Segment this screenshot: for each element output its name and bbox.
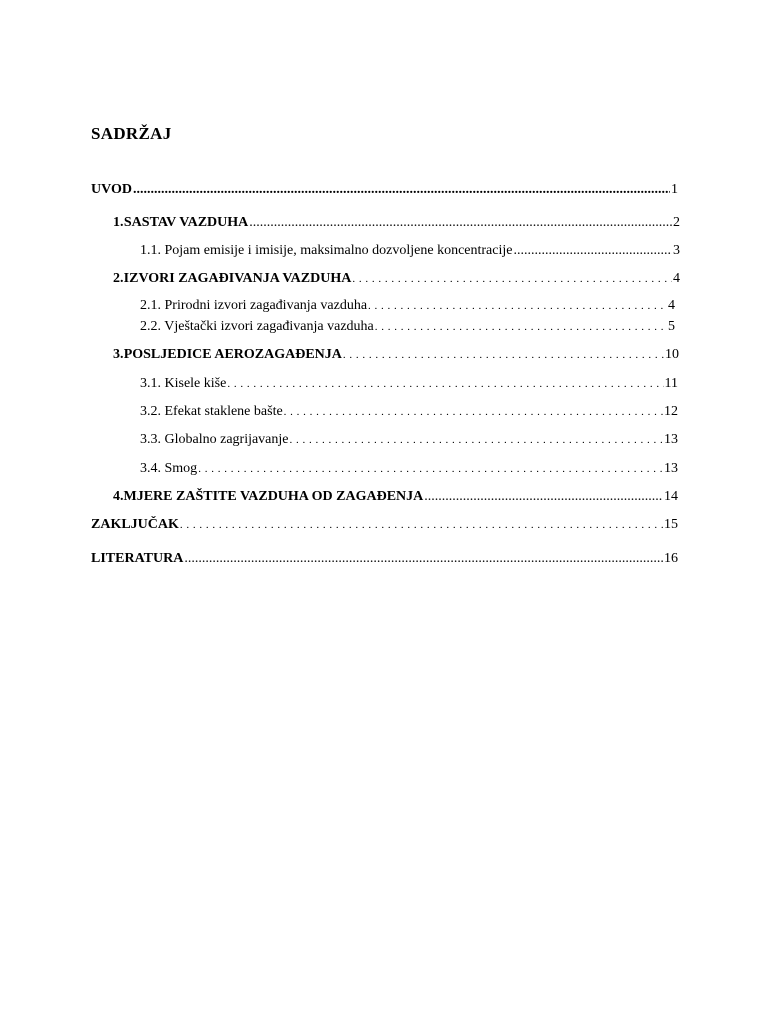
toc-entry-number: 2. bbox=[113, 271, 124, 286]
toc-entry-label: IZVORI ZAGAĐIVANJA VAZDUHA bbox=[123, 271, 352, 286]
toc-page-number: 5 bbox=[668, 319, 675, 334]
toc-entry-label: MJERE ZAŠTITE VAZDUHA OD ZAGAĐENJA bbox=[123, 489, 424, 504]
toc-entry-label: 3.2. Efekat staklene bašte bbox=[140, 404, 283, 419]
toc-entry-posljedice-aerozagadjenja[interactable] bbox=[113, 346, 679, 364]
toc-entry-pojam-emisije[interactable] bbox=[140, 242, 680, 260]
toc-entry-sastav-vazduha[interactable] bbox=[113, 214, 680, 232]
toc-leader-dots bbox=[180, 516, 663, 534]
toc-page-number: 13 bbox=[664, 432, 678, 447]
toc-entry-number: 1. bbox=[113, 215, 124, 230]
toc-page-number: 15 bbox=[664, 517, 678, 532]
toc-entry-efekat-staklene-baste[interactable] bbox=[140, 403, 678, 421]
toc-entry-literatura[interactable] bbox=[91, 550, 678, 568]
toc-page-number: 1 bbox=[671, 182, 678, 197]
toc-page-number: 10 bbox=[665, 347, 679, 362]
toc-entry-label: 3.1. Kisele kiše bbox=[140, 376, 227, 391]
toc-page-number: 4 bbox=[668, 298, 675, 313]
toc-entry-vjestacki-izvori[interactable] bbox=[140, 318, 675, 336]
toc-entry-number: 3. bbox=[113, 347, 124, 362]
toc-leader-dots bbox=[227, 375, 663, 393]
toc-page-number: 14 bbox=[664, 489, 678, 504]
toc-page-number: 4 bbox=[673, 271, 680, 286]
toc-entry-prirodni-izvori[interactable] bbox=[140, 297, 675, 315]
toc-leader-dots bbox=[424, 488, 663, 506]
toc-page-number: 16 bbox=[664, 551, 678, 566]
toc-entry-kisele-kise[interactable] bbox=[140, 375, 678, 393]
toc-page-number: 12 bbox=[664, 404, 678, 419]
toc-entry-globalno-zagrijavanje[interactable] bbox=[140, 431, 678, 449]
toc-page-number: 13 bbox=[664, 461, 678, 476]
toc-leader-dots bbox=[184, 550, 663, 568]
toc-leader-dots bbox=[368, 297, 667, 315]
toc-leader-dots bbox=[352, 270, 672, 288]
toc-entry-smog[interactable] bbox=[140, 460, 678, 478]
toc-entry-label: UVOD bbox=[91, 182, 132, 197]
toc-entry-number: 4. bbox=[113, 489, 124, 504]
toc-leader-dots bbox=[343, 346, 664, 364]
toc-entry-zakljucak[interactable] bbox=[91, 516, 678, 534]
toc-page-number: 2 bbox=[673, 215, 680, 230]
toc-leader-dots bbox=[249, 214, 672, 232]
toc-entry-izvori-zagadjivanja[interactable] bbox=[113, 270, 680, 288]
toc-entry-label: 2.2. Vještački izvori zagađivanja vazduha bbox=[140, 319, 374, 334]
toc-entry-label: 3.3. Globalno zagrijavanje bbox=[140, 432, 289, 447]
toc-page-number: 11 bbox=[664, 376, 678, 391]
toc-entry-label: POSLJEDICE AEROZAGAĐENJA bbox=[123, 347, 342, 362]
toc-entry-label: LITERATURA bbox=[91, 551, 184, 566]
toc-page-number: 3 bbox=[673, 243, 680, 258]
toc-entry-uvod[interactable] bbox=[91, 181, 678, 199]
toc-leader-dots bbox=[375, 318, 667, 336]
toc-entry-label: 1.1. Pojam emisije i imisije, maksimalno dozvoljene koncentracije bbox=[140, 243, 513, 258]
toc-entry-label: 2.1. Prirodni izvori zagađivanja vazduha bbox=[140, 298, 368, 313]
toc-leader-dots bbox=[513, 242, 672, 260]
toc-leader-dots bbox=[284, 403, 663, 421]
toc-entry-label: SASTAV VAZDUHA bbox=[123, 215, 249, 230]
toc-leader-dots bbox=[133, 181, 670, 199]
toc-entry-mjere-zastite[interactable] bbox=[113, 488, 678, 506]
toc-entry-label: 3.4. Smog bbox=[140, 461, 198, 476]
toc-leader-dots bbox=[290, 431, 663, 449]
page-title: SADRŽAJ bbox=[91, 124, 172, 143]
toc-leader-dots bbox=[198, 460, 663, 478]
toc-entry-label: ZAKLJUČAK bbox=[91, 517, 179, 532]
